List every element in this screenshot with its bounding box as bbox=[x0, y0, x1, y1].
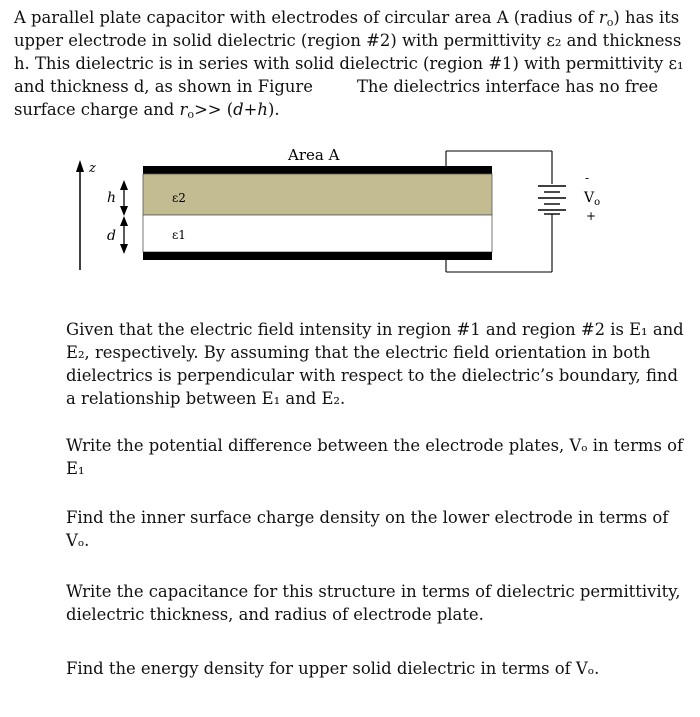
epsilon-1-label: ε1 bbox=[172, 228, 186, 242]
problem-statement bbox=[14, 6, 686, 121]
question-2: Write the potential difference between the electrode plates, Vₒ in terms of E₁ bbox=[66, 436, 684, 478]
epsilon-2-label: ε2 bbox=[172, 191, 186, 205]
upper-dielectric-region-2 bbox=[143, 174, 492, 215]
z-label: z bbox=[89, 161, 96, 176]
intro-text-2: ) has its upper electrode in solid dielectric (region #2) with permittivity ε₂ and thickness h. This dielectric is in series with solid dielectric (region #1) with permittivity ε₁ and thickness d, as shown in Figure bbox=[14, 8, 684, 96]
intro-text-6: ). bbox=[267, 100, 280, 119]
z-axis-arrow-icon bbox=[76, 160, 84, 172]
battery-plus-sign: + bbox=[586, 209, 597, 223]
upper-electrode bbox=[143, 166, 492, 174]
radius-subscript: o bbox=[187, 107, 195, 121]
radius-subscript: o bbox=[606, 15, 614, 29]
h-label: h bbox=[107, 190, 117, 206]
vo-label: $V_o$ bbox=[584, 190, 601, 208]
radius-symbol: r bbox=[179, 100, 188, 119]
question-1: Given that the electric field intensity in region #1 and region #2 is E₁ and E₂, respectively. By assuming that the electric field orientation in both dielectrics is perpendicular with respect to the dielectric’s boundary, find a relationship between E₁ and E₂. bbox=[66, 320, 684, 408]
area-label: Area A bbox=[288, 146, 340, 164]
capacitor-figure bbox=[0, 140, 700, 310]
question-5: Find the energy density for upper solid dielectric in terms of Vₒ. bbox=[66, 659, 600, 678]
d-arrow-down-icon bbox=[120, 244, 128, 254]
intro-text-3: The dielectrics interface has no free surface charge and bbox=[14, 77, 659, 119]
d-arrow-up-icon bbox=[120, 216, 128, 226]
question-3: Find the inner surface charge density on the lower electrode in terms of Vₒ. bbox=[66, 508, 669, 550]
h-arrow-down-icon bbox=[120, 206, 128, 216]
intro-text-5: d+h bbox=[233, 100, 268, 119]
battery-icon bbox=[538, 186, 566, 214]
d-label: d bbox=[107, 228, 116, 244]
battery-minus-sign: - bbox=[585, 171, 590, 185]
question-4: Write the capacitance for this structure in terms of dielectric permittivity, dielectric thickness, and radius of electrode plate. bbox=[66, 582, 681, 624]
h-arrow-up-icon bbox=[120, 180, 128, 190]
radius-symbol: r bbox=[598, 8, 607, 27]
intro-text-1: A parallel plate capacitor with electrodes of circular area A (radius of bbox=[14, 8, 599, 27]
lower-electrode bbox=[143, 252, 492, 260]
intro-text-4: >> ( bbox=[194, 100, 234, 119]
lower-dielectric-region-1 bbox=[143, 215, 492, 252]
